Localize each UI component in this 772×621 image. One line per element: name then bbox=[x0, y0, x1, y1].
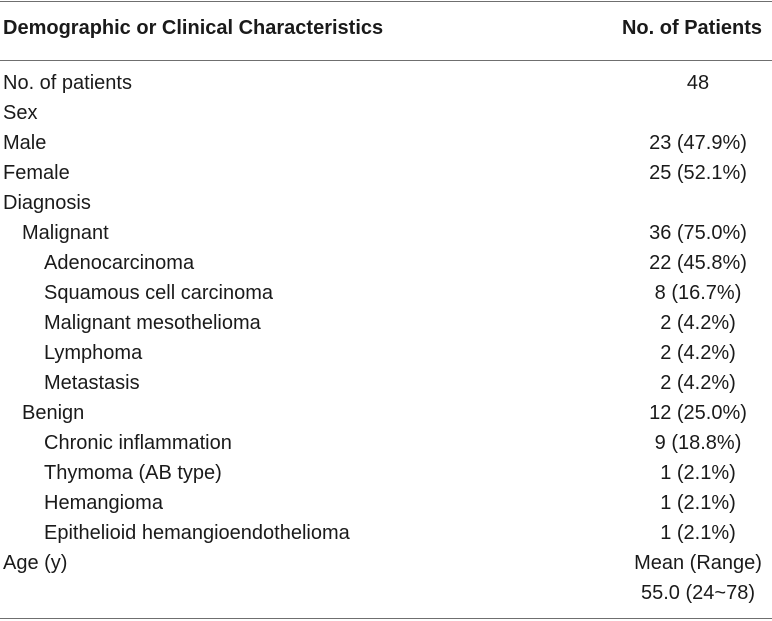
row-label: Male bbox=[3, 132, 47, 154]
row-label: Sex bbox=[3, 102, 38, 124]
row-value: 36 (75.0%) bbox=[649, 222, 747, 244]
row-label: Benign bbox=[22, 402, 85, 424]
header-characteristics: Demographic or Clinical Characteristics bbox=[3, 17, 384, 39]
row-label: Malignant mesothelioma bbox=[44, 312, 261, 334]
table-row bbox=[0, 578, 772, 608]
row-value: 8 (16.7%) bbox=[654, 282, 742, 304]
row-label: Diagnosis bbox=[3, 192, 91, 214]
table-top-rule bbox=[0, 1, 772, 2]
table-row bbox=[0, 548, 772, 578]
table-row bbox=[0, 128, 772, 158]
row-value: 1 (2.1%) bbox=[660, 492, 736, 514]
table-row bbox=[0, 458, 772, 488]
row-label: Age (y) bbox=[3, 552, 68, 574]
row-label: Metastasis bbox=[44, 372, 140, 394]
row-value: 48 bbox=[686, 72, 710, 94]
header-rule bbox=[0, 60, 772, 61]
row-label: Adenocarcinoma bbox=[44, 252, 195, 274]
table-bottom-rule bbox=[0, 618, 772, 619]
table-row bbox=[0, 218, 772, 248]
row-value: 2 (4.2%) bbox=[660, 342, 736, 364]
row-value: 2 (4.2%) bbox=[660, 372, 736, 394]
row-label: Lymphoma bbox=[44, 342, 143, 364]
table-row bbox=[0, 98, 772, 128]
row-label: Hemangioma bbox=[44, 492, 163, 514]
table-row bbox=[0, 338, 772, 368]
row-label: Epithelioid hemangioendothelioma bbox=[44, 522, 350, 544]
row-value: 2 (4.2%) bbox=[660, 312, 736, 334]
table-row bbox=[0, 248, 772, 278]
row-label: Malignant bbox=[22, 222, 109, 244]
row-label: Female bbox=[3, 162, 70, 184]
row-value: 12 (25.0%) bbox=[649, 402, 747, 424]
header-patients: No. of Patients bbox=[621, 17, 762, 39]
table-row bbox=[0, 308, 772, 338]
row-value: 9 (18.8%) bbox=[654, 432, 742, 454]
row-value: 1 (2.1%) bbox=[660, 522, 736, 544]
table-row bbox=[0, 188, 772, 218]
row-value: 22 (45.8%) bbox=[649, 252, 747, 274]
table-row bbox=[0, 68, 772, 98]
table-row bbox=[0, 488, 772, 518]
row-label: Chronic inflammation bbox=[44, 432, 232, 454]
table-row bbox=[0, 428, 772, 458]
table-row bbox=[0, 518, 772, 548]
row-value: Mean (Range) bbox=[634, 552, 762, 574]
row-value: 25 (52.1%) bbox=[649, 162, 747, 184]
row-label: Squamous cell carcinoma bbox=[44, 282, 273, 304]
row-label: Thymoma (AB type) bbox=[44, 462, 222, 484]
table-row bbox=[0, 368, 772, 398]
row-value: 23 (47.9%) bbox=[649, 132, 747, 154]
table-row bbox=[0, 398, 772, 428]
row-value: 1 (2.1%) bbox=[660, 462, 736, 484]
table-row bbox=[0, 158, 772, 188]
table-row bbox=[0, 278, 772, 308]
table-body bbox=[0, 68, 772, 608]
row-value: 55.0 (24~78) bbox=[641, 582, 755, 604]
row-label: No. of patients bbox=[3, 72, 132, 94]
